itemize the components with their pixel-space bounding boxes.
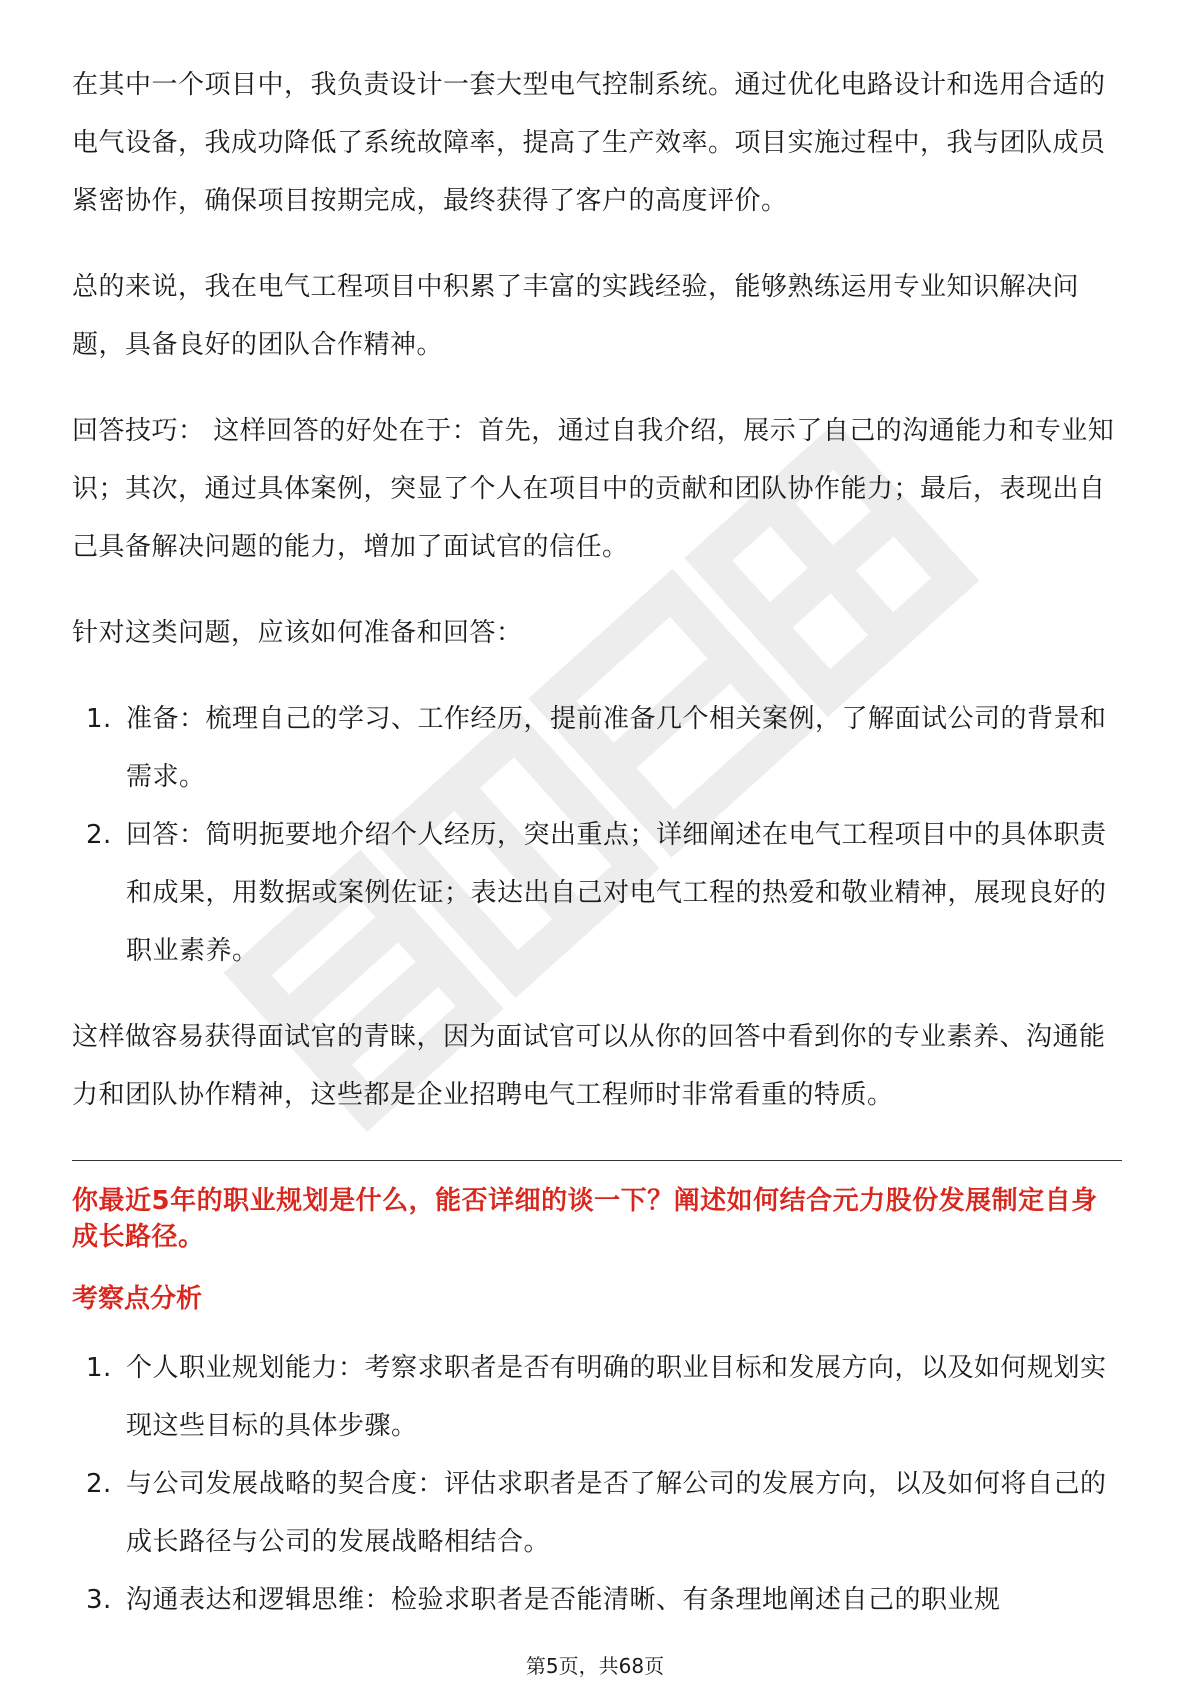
paragraph-answer-tips: 回答技巧： 这样回答的好处在于：首先，通过自我介绍，展示了自己的沟通能力和专业知识；其次，通过具体案例，突显了个人在项目中的贡献和团队协作能力；最后，表现出自己具备解决问题的能力，增加了面试官的信任。 xyxy=(72,416,1115,562)
paragraph-how-to-prepare: 针对这类问题，应该如何准备和回答： xyxy=(72,618,523,648)
page-number: 第5页，共68页 xyxy=(525,1654,665,1678)
list-item: 2. 与公司发展战略的契合度：评估求职者是否了解公司的发展方向，以及如何将自己的成长路径与公司的发展战略相结合。 xyxy=(86,1469,1107,1557)
question-title: 你最近5年的职业规划是什么，能否详细的谈一下？阐述如何结合元力股份发展制定自身成长路径。 xyxy=(72,1186,1098,1252)
paragraph-closing: 这样做容易获得面试官的青睐，因为面试官可以从你的回答中看到你的专业素养、沟通能力和团队协作精神，这些都是企业招聘电气工程师时非常看重的特质。 xyxy=(72,1022,1106,1110)
list-item: 1. 准备：梳理自己的学习、工作经历，提前准备几个相关案例，了解面试公司的背景和需求。 xyxy=(86,704,1107,792)
divider xyxy=(72,1160,1122,1161)
paragraph-summary: 总的来说，我在电气工程项目中积累了丰富的实践经验，能够熟练运用专业知识解决问题，具备良好的团队合作精神。 xyxy=(72,272,1080,360)
list-item: 3. 沟通表达和逻辑思维：检验求职者是否能清晰、有条理地阐述自己的职业规 xyxy=(86,1585,1001,1615)
prep-list xyxy=(72,690,1122,980)
analysis-heading: 考察点分析 xyxy=(72,1284,203,1314)
list-item: 2. 回答：简明扼要地介绍个人经历，突出重点；详细阐述在电气工程项目中的具体职责和成果，用数据或案例佐证；表达出自己对电气工程的热爱和敬业精神，展现良好的职业素养。 xyxy=(86,820,1107,966)
page-content xyxy=(72,56,1122,1657)
analysis-list xyxy=(72,1339,1122,1629)
paragraph-project-example: 在其中一个项目中，我负责设计一套大型电气控制系统。通过优化电路设计和选用合适的电气设备，我成功降低了系统故障率，提高了生产效率。项目实施过程中，我与团队成员紧密协作，确保项目按期完成，最终获得了客户的高度评价。 xyxy=(72,70,1106,216)
list-item: 1. 个人职业规划能力：考察求职者是否有明确的职业目标和发展方向，以及如何规划实现这些目标的具体步骤。 xyxy=(86,1353,1107,1441)
